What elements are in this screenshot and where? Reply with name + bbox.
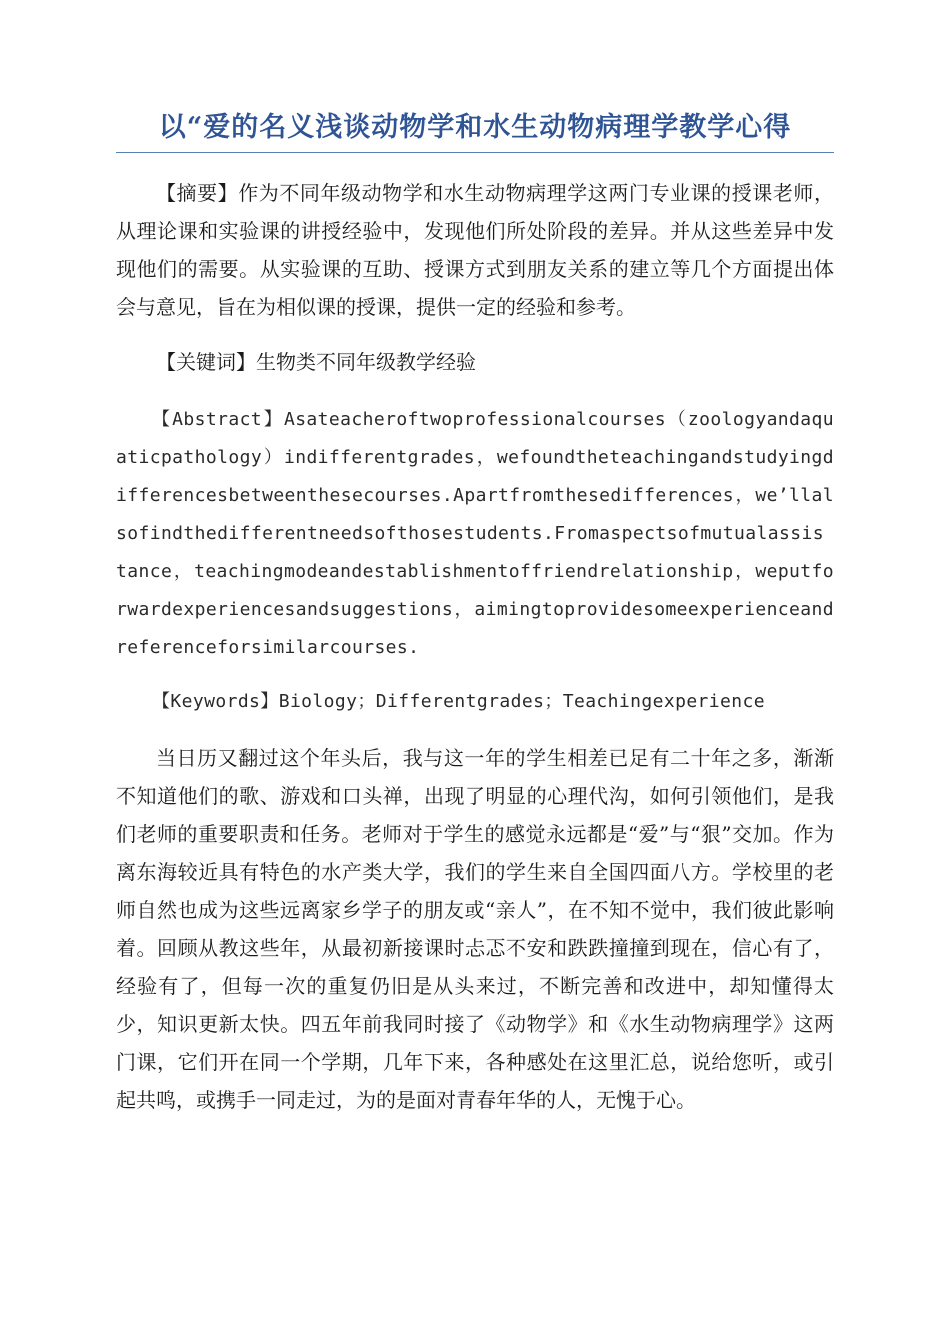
keywords-en — [116, 683, 834, 721]
document-page — [116, 108, 834, 1119]
abstract-en-label: 【Abstract】 — [152, 409, 284, 430]
abstract-en-text: Asateacheroftwoprofessionalcourses（zoologyandaquaticpathology）indifferentgrades，wefoundtheteachingandstudyingdifferencesbetweenthesecourses.Apartfromthesedifferences，we’llalsofindthedifferentneedsofthosestudents.Fromaspectsofmutualassistance，teachingmodeandestablishmentoffriendrelationship，weputforwardexperiencesandsuggestions，aimingtoprovidesomeexperienceandreferenceforsimilarcourses. — [116, 409, 834, 658]
body-paragraph: 当日历又翻过这个年头后，我与这一年的学生相差已足有二十年之多，渐渐不知道他们的歌、游戏和口头禅，出现了明显的心理代沟，如何引领他们，是我们老师的重要职责和任务。老师对于学生的感觉永远都是“爱”与“狠”交加。作为离东海较近具有特色的水产类大学，我们的学生来自全国四面八方。学校里的老师自然也成为这些远离家乡学子的朋友或“亲人”，在不知不觉中，我们彼此影响着。回顾从教这些年，从最初新接课时忐忑不安和跌跌撞撞到现在，信心有了，经验有了，但每一次的重复仍旧是从头来过，不断完善和改进中，却知懂得太少，知识更新太快。四五年前我同时接了《动物学》和《水生动物病理学》这两门课，它们开在同一个学期，几年下来，各种感处在这里汇总，说给您听，或引起共鸣，或携手一同走过，为的是面对青春年华的人，无愧于心。 — [116, 746, 834, 1112]
keywords-en-label: 【Keywords】 — [152, 691, 279, 712]
abstract-cn-label: 【摘要】 — [156, 181, 239, 205]
abstract-cn — [116, 174, 834, 326]
keywords-en-text: Biology；Differentgrades；Teachingexperience — [278, 691, 765, 712]
document-title: 以“爱的名义浅谈动物学和水生动物病理学教学心得 — [116, 108, 834, 153]
abstract-cn-text: 作为不同年级动物学和水生动物病理学这两门专业课的授课老师，从理论课和实验课的讲授经验中，发现他们所处阶段的差异。并从这些差异中发现他们的需要。从实验课的互助、授课方式到朋友关系的建立等几个方面提出体会与意见，旨在为相似课的授课，提供一定的经验和参考。 — [116, 181, 834, 319]
abstract-en — [116, 401, 834, 667]
keywords-cn-label: 【关键词】 — [156, 350, 256, 374]
keywords-cn — [116, 343, 834, 381]
keywords-cn-text: 生物类不同年级教学经验 — [256, 350, 476, 374]
